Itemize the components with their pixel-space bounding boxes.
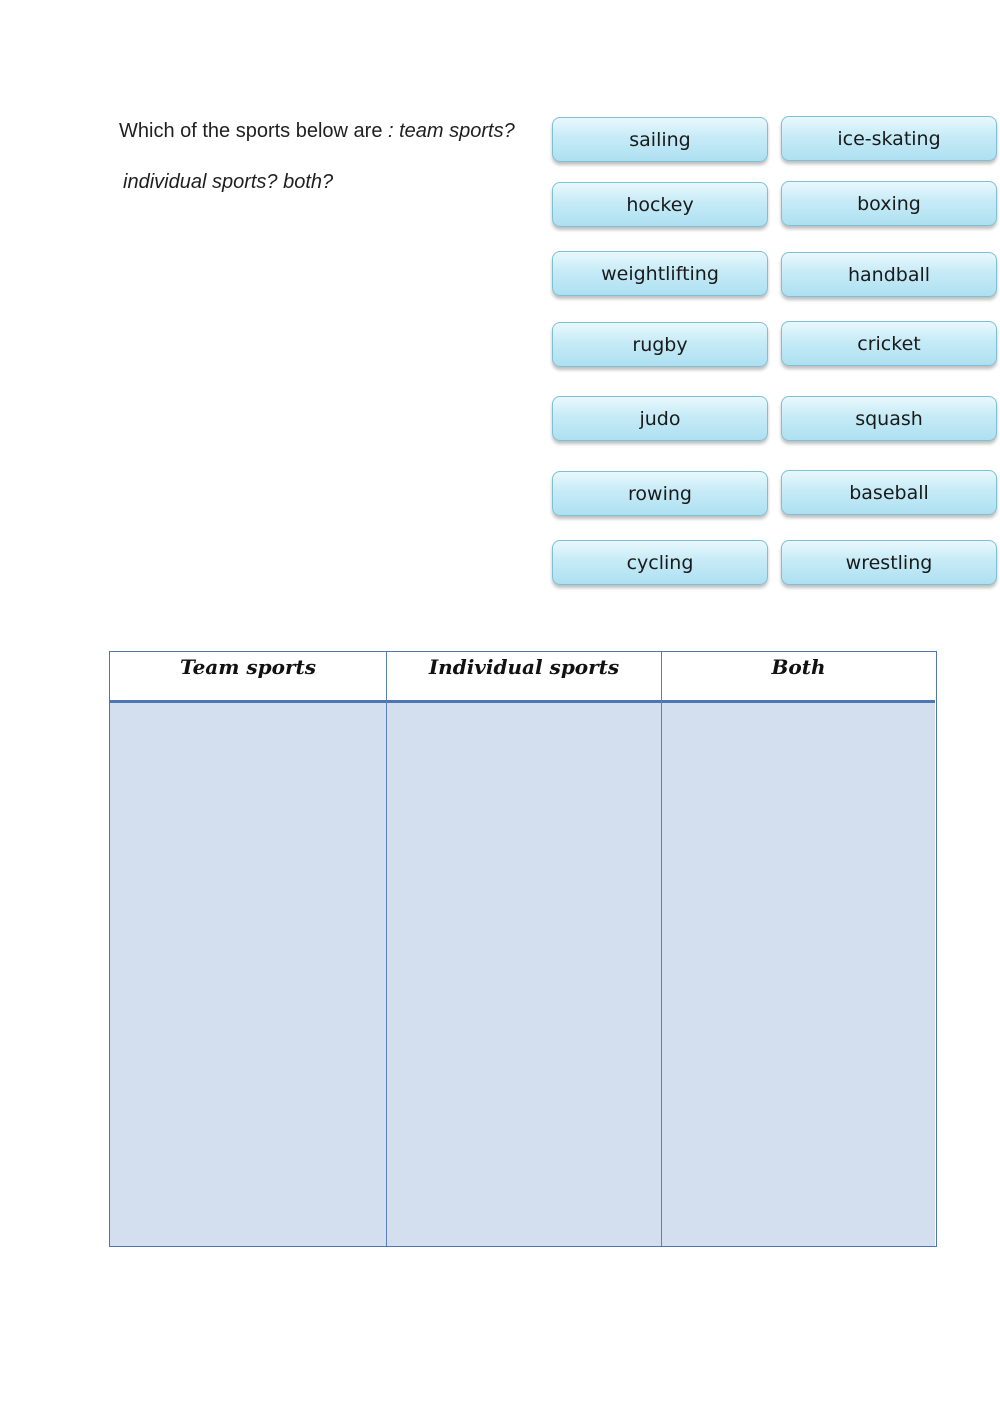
column-individual-sports <box>386 652 661 1246</box>
column-header-both: Both <box>662 652 935 703</box>
sport-tile-hockey[interactable]: hockey <box>552 182 768 227</box>
drop-zone-team-sports[interactable] <box>110 703 386 1246</box>
sport-tile-ice-skating[interactable]: ice-skating <box>781 116 997 161</box>
sport-tile-cricket[interactable]: cricket <box>781 321 997 366</box>
sport-tile-baseball[interactable]: baseball <box>781 470 997 515</box>
instruction-line-2 <box>123 171 333 194</box>
sport-tile-wrestling[interactable]: wrestling <box>781 540 997 585</box>
instruction-italic-text: : team sports? <box>388 120 515 142</box>
drop-zone-individual-sports[interactable] <box>387 703 661 1246</box>
sorting-table <box>109 651 937 1247</box>
instruction-line-1 <box>119 120 515 143</box>
sport-tile-cycling[interactable]: cycling <box>552 540 768 585</box>
column-header-team-sports: Team sports <box>110 652 386 703</box>
sport-tile-sailing[interactable]: sailing <box>552 117 768 162</box>
column-team-sports <box>110 652 386 1246</box>
sport-tile-rugby[interactable]: rugby <box>552 322 768 367</box>
drop-zone-both[interactable] <box>662 703 935 1246</box>
sport-tile-weightlifting[interactable]: weightlifting <box>552 251 768 296</box>
sport-tile-squash[interactable]: squash <box>781 396 997 441</box>
column-both <box>661 652 935 1246</box>
sport-tile-rowing[interactable]: rowing <box>552 471 768 516</box>
sport-tile-boxing[interactable]: boxing <box>781 181 997 226</box>
column-header-individual-sports: Individual sports <box>387 652 661 703</box>
sport-tile-judo[interactable]: judo <box>552 396 768 441</box>
instruction-italic-text-2: individual sports? both? <box>123 171 334 193</box>
sport-tile-handball[interactable]: handball <box>781 252 997 297</box>
instruction-plain-text: Which of the sports below are <box>119 120 389 142</box>
